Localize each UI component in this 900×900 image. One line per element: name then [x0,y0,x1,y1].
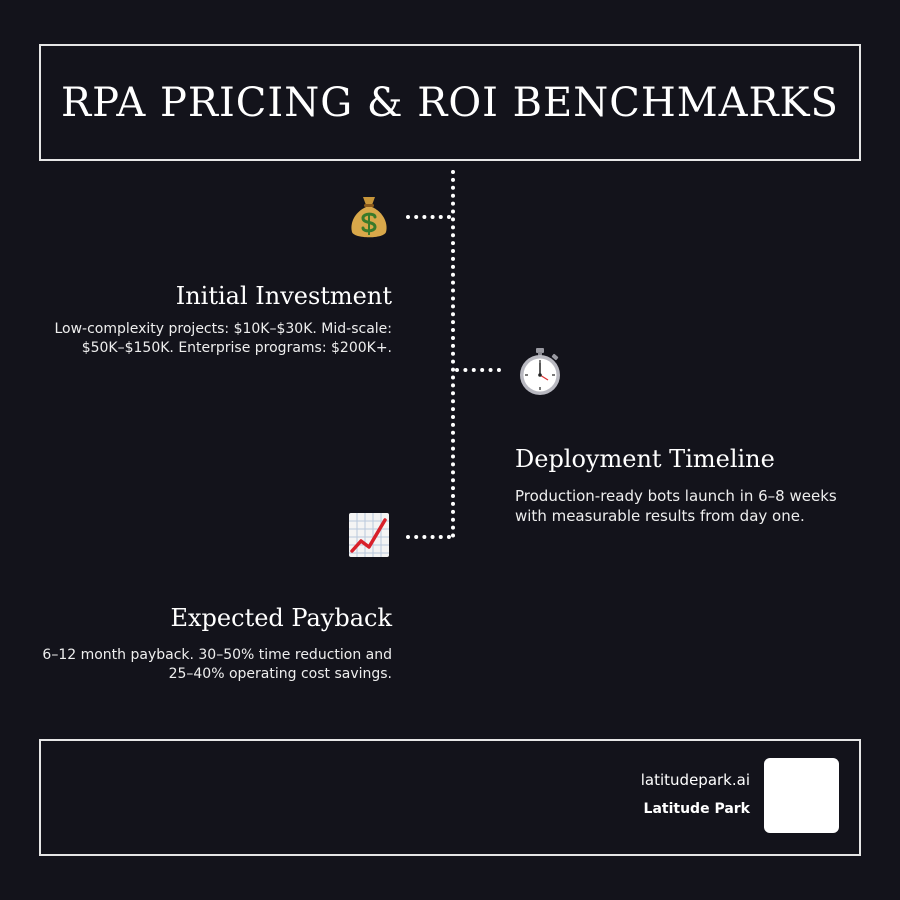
item-title: Initial Investment [175,282,392,310]
timeline-connector [406,535,451,539]
stopwatch-icon [515,347,565,397]
item-title: Expected Payback [170,604,392,632]
chart-increasing-icon [344,510,394,560]
timeline-spine [451,170,455,538]
logo [764,758,839,833]
footer-url[interactable]: latitudepark.ai [640,771,750,789]
item-title: Deployment Timeline [515,445,775,473]
item-description: 6–12 month payback. 30–50% time reduction and 25–40% operating cost savings. [42,647,392,682]
money-bag-icon [344,192,394,242]
item-description: Production-ready bots launch in 6–8 weeks with measurable results from day one. [515,487,837,525]
item-description: Low-complexity projects: $10K–$30K. Mid-scale: $50K–$150K. Enterprise programs: $200K+. [54,321,392,356]
footer-brand-name: Latitude Park [643,801,750,817]
page-title: RPA PRICING & ROI BENCHMARKS [61,79,839,126]
title-box [39,44,861,161]
timeline-connector [406,215,451,219]
timeline-connector [455,368,501,372]
footer-box [39,739,861,856]
